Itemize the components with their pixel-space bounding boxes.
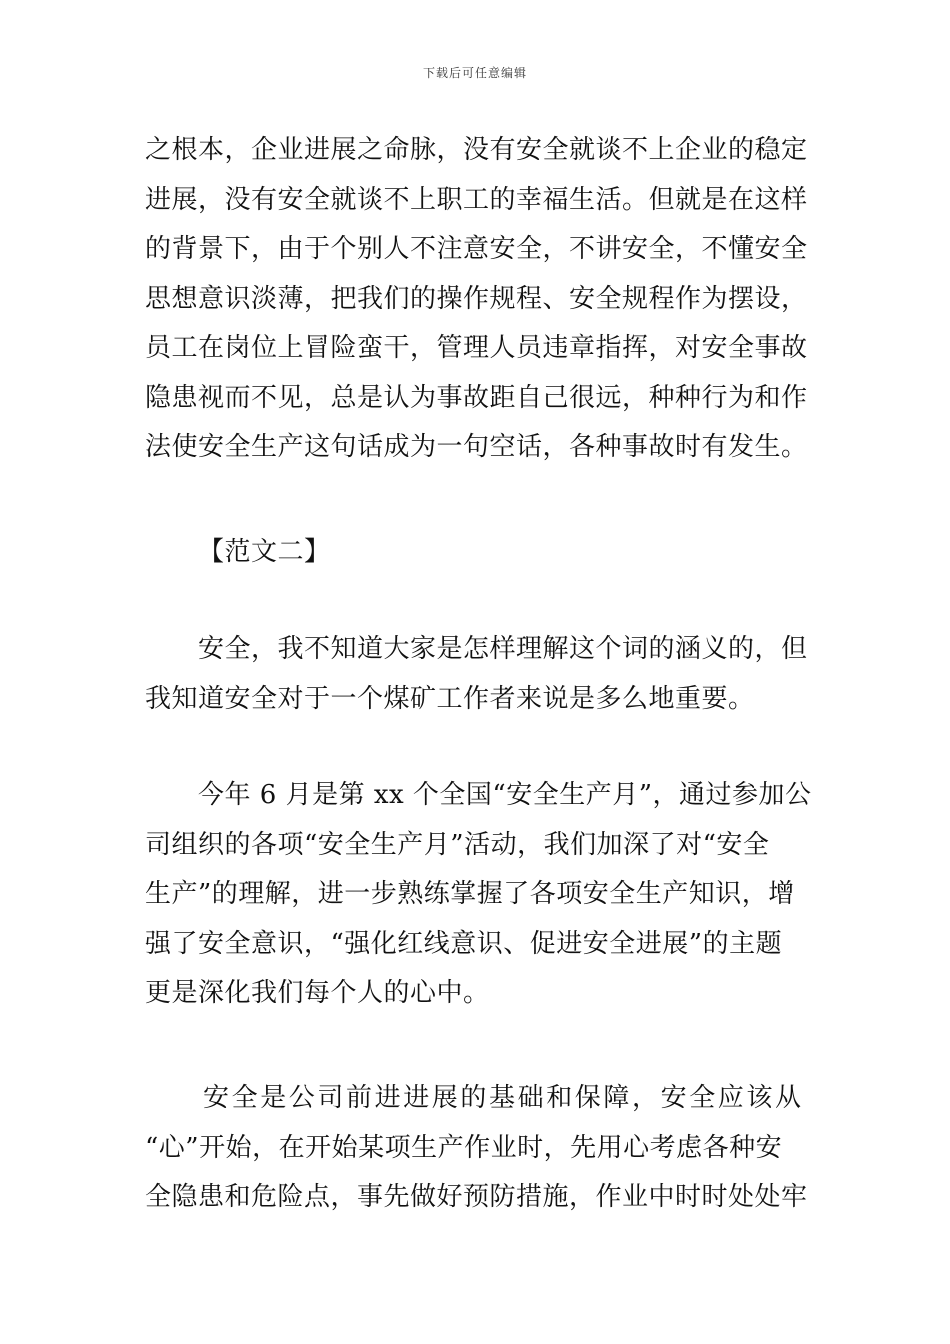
text-line: 强了安全意识，“强化红线意识、促进安全进展”的主题 [145, 928, 783, 959]
text-line: 的背景下，由于个别人不注意安全，不讲安全，不懂安全 [145, 234, 808, 264]
text-line: 思想意识淡薄，把我们的操作规程、安全规程作为摆设， [145, 283, 808, 314]
text-line: 全隐患和危险点，事先做好预防措施，作业中时时处处牢 [145, 1182, 808, 1212]
text-line: 更是深化我们每个人的心中。 [145, 978, 490, 1008]
section-heading [145, 528, 810, 578]
text-line: 生产”的理解，进一步熟练掌握了各项安全生产知识，增 [145, 879, 795, 909]
text-line: 我知道安全对于一个煤矿工作者来说是多么地重要。 [145, 683, 755, 714]
page-header: 下载后可任意编辑 [422, 66, 527, 80]
text-line: 员工在岗位上冒险蛮干，管理人员违章指挥，对安全事故 [145, 333, 808, 363]
text-line: 之根本，企业进展之命脉，没有安全就谈不上企业的稳定 [145, 135, 808, 165]
text-line: 今年 6 月是第 xx 个全国“安全生产月”，通过参加公 [198, 780, 812, 810]
heading-text: 【范文二】 [198, 537, 331, 567]
text-line: 法使安全生产这句话成为一句空话，各种事故时有发生。 [145, 432, 808, 462]
text-line: “心”开始，在开始某项生产作业时，先用心考虑各种安 [145, 1132, 783, 1163]
text-line: 安全是公司前进进展的基础和保障，安全应该从 [203, 1083, 804, 1113]
paragraph-1 [145, 126, 810, 473]
paragraph-4 [145, 1074, 810, 1223]
paragraph-2 [145, 625, 810, 724]
text-line: 安全，我不知道大家是怎样理解这个词的涵义的，但 [198, 634, 808, 664]
text-line: 进展，没有安全就谈不上职工的幸福生活。但就是在这样 [145, 184, 808, 215]
paragraph-3 [145, 771, 810, 1019]
text-line: 司组织的各项“安全生产月”活动，我们加深了对“安全 [145, 829, 770, 860]
text-line: 隐患视而不见，总是认为事故距自己很远，种种行为和作 [145, 382, 808, 413]
